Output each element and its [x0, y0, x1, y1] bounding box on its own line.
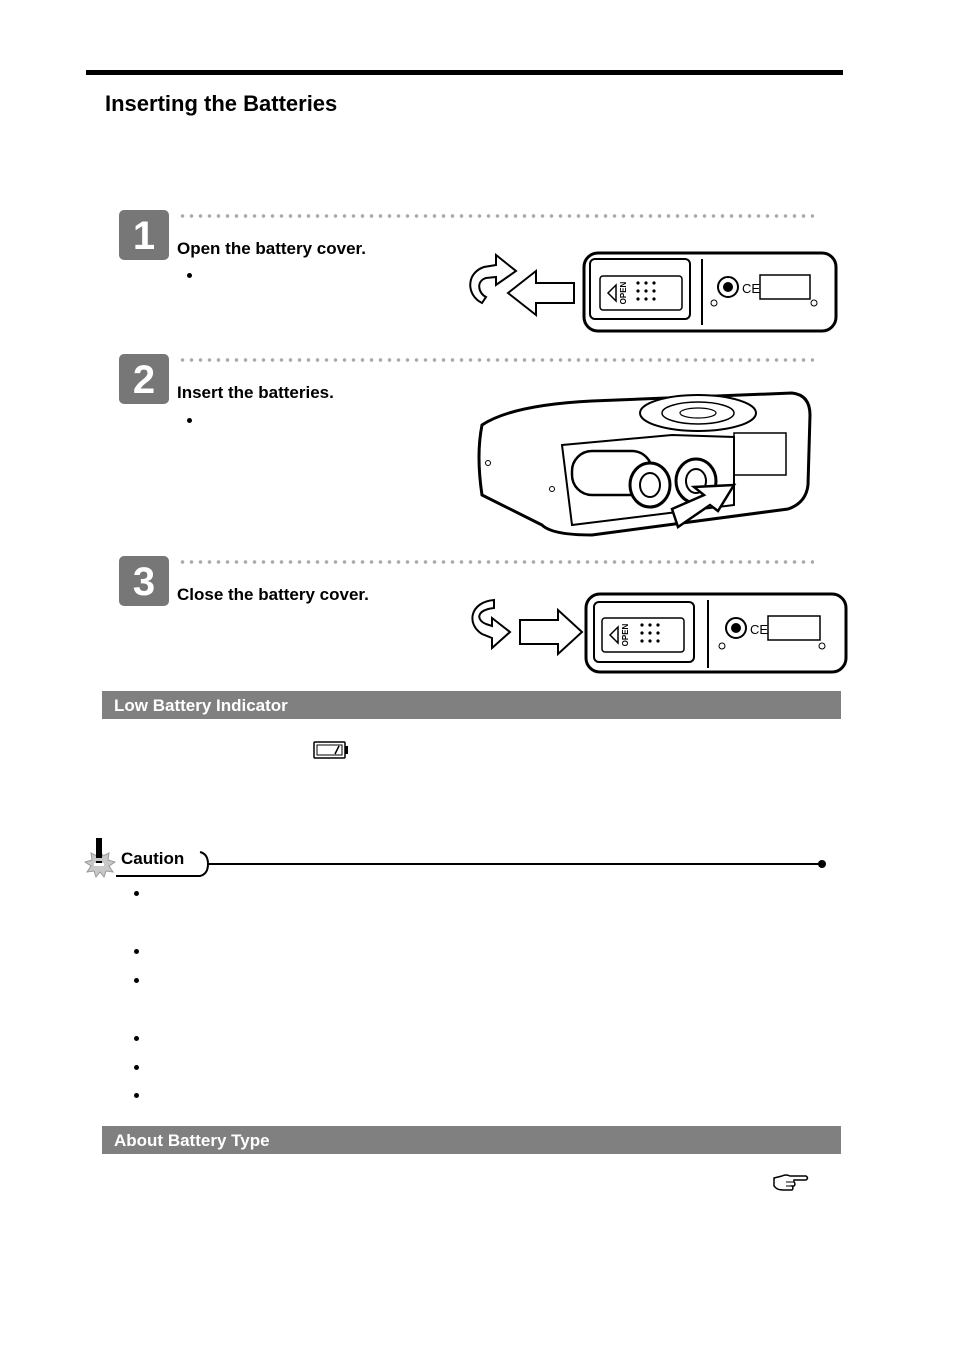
insert-batteries-illustration	[472, 385, 817, 545]
pointing-hand-icon[interactable]	[772, 1172, 810, 1194]
top-rule	[86, 70, 843, 75]
step-2-bullet	[187, 418, 192, 423]
caution-bullet-5	[134, 1065, 139, 1070]
step-1-divider	[178, 213, 814, 219]
caution-bullet-2	[134, 949, 139, 954]
step-1-badge: 1	[119, 210, 169, 260]
low-battery-heading: Low Battery Indicator	[114, 696, 288, 715]
step-3-title: Close the battery cover.	[177, 585, 369, 604]
ce-mark-1: CE	[742, 281, 761, 296]
page-title: Inserting the Batteries	[105, 91, 338, 116]
caution-label: Caution	[121, 849, 185, 868]
ce-mark-3: CE	[750, 622, 769, 637]
caution-icon	[84, 836, 118, 878]
caution-bullet-1	[134, 891, 139, 896]
step-3-badge: 3	[119, 556, 169, 606]
close-cover-illustration	[464, 588, 849, 680]
low-battery-section-header	[102, 691, 841, 719]
caution-bullet-3	[134, 978, 139, 983]
caution-bullet-4	[134, 1036, 139, 1041]
step-2-badge: 2	[119, 354, 169, 404]
step-1-bullet	[187, 273, 192, 278]
battery-type-section-header	[102, 1126, 841, 1154]
caution-bullet-6	[134, 1093, 139, 1098]
open-cover-illustration	[462, 245, 842, 340]
battery-type-heading: About Battery Type	[114, 1131, 270, 1150]
open-cover-text: OPEN	[619, 281, 628, 305]
step-1-title: Open the battery cover.	[177, 239, 366, 258]
low-battery-icon	[313, 741, 349, 759]
caution-rule	[116, 850, 828, 878]
close-cover-text: OPEN	[621, 623, 630, 647]
step-2-title: Insert the batteries.	[177, 383, 334, 402]
step-3-divider	[178, 559, 814, 565]
step-2-divider	[178, 357, 814, 363]
